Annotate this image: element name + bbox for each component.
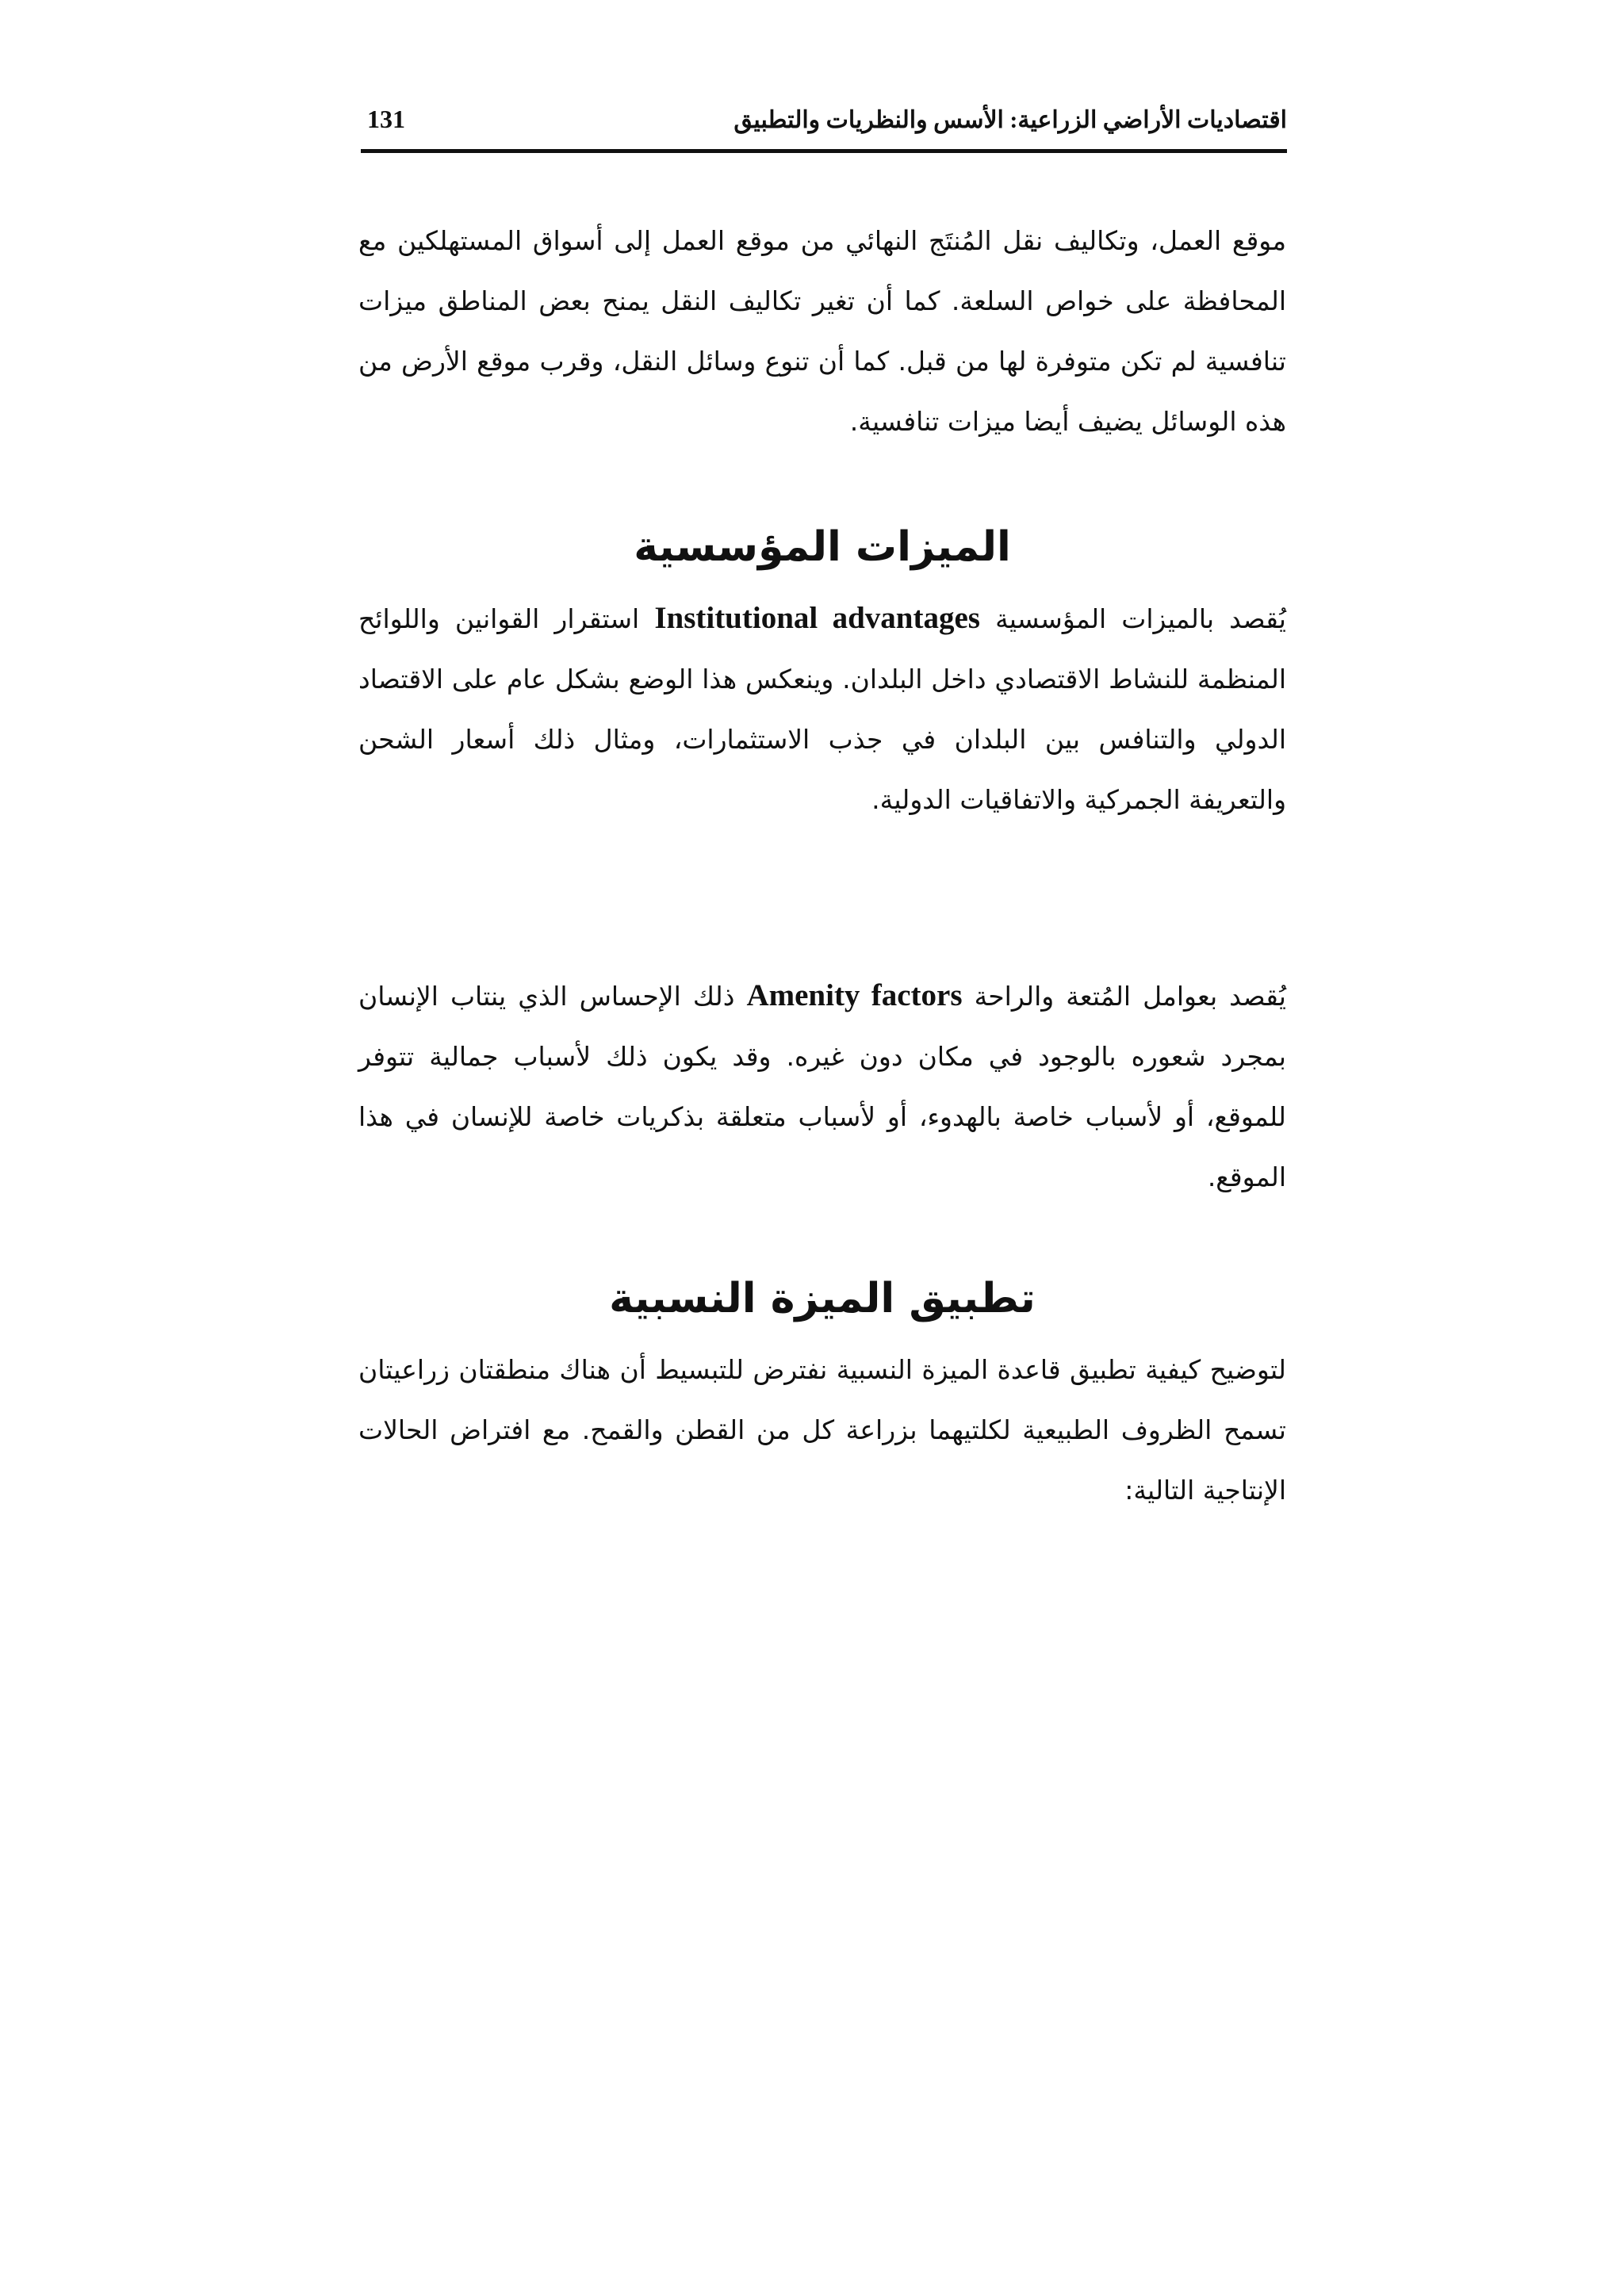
running-header xyxy=(361,101,1287,153)
paragraph-transport-costs: موقع العمل، وتكاليف نقل المُنتَج النهائي من موقع العمل إلى أسواق المستهلكين مع المحافظة على خواص السلعة. كما أن تغير تكاليف النقل يمنح بعض المناطق ميزات تنافسية لم تكن متوفرة لها من قبل. كما أن تنوع وسائل النقل، وقرب موقع الأرض من هذه الوسائل يضيف أيضا ميزات تنافسية. xyxy=(358,225,1286,437)
heading-institutional-advantages: الميزات المؤسسية xyxy=(634,523,1011,571)
paragraph-lead: يُقصد بالميزات المؤسسية xyxy=(995,603,1286,634)
paragraph-comparative-advantage: لتوضيح كيفية تطبيق قاعدة الميزة النسبية نفترض للتبسيط أن هناك منطقتان زراعيتان تسمح الظروف الطبيعية لكلتيهما بزراعة كل من القطن والقمح. مع افتراض الحالات الإنتاجية التالية: xyxy=(358,1354,1286,1506)
paragraph-amenity-factors xyxy=(358,966,1286,1207)
english-term-institutional-advantages: Institutional advantages xyxy=(654,601,980,635)
paragraph-rest: استقرار القوانين واللوائح المنظمة للنشاط الاقتصادي داخل البلدان. وينعكس هذا الوضع بشكل عام على الاقتصاد الدولي والتنافس بين البلدان في جذب الاستثمارات، ومثال ذلك أسعار الشحن والتعريفة الجمركية والاتفاقيات الدولية. xyxy=(358,603,1286,815)
paragraph-rest: ذلك الإحساس الذي ينتاب الإنسان بمجرد شعوره بالوجود في مكان دون غيره. وقد يكون ذلك لأسباب جمالية تتوفر للموقع، أو لأسباب خاصة بالهدوء، أو لأسباب متعلقة بذكريات خاصة للإنسان في هذا الموقع. xyxy=(358,981,1286,1192)
paragraph-institutional-advantages xyxy=(358,588,1286,830)
paragraph-lead: يُقصد بعوامل المُتعة والراحة xyxy=(974,981,1286,1012)
heading-comparative-advantage-application: تطبيق الميزة النسبية xyxy=(609,1275,1036,1322)
english-term-amenity-factors: Amenity factors xyxy=(746,978,963,1012)
header-title: اقتصاديات الأراضي الزراعية: الأسس والنظريات والتطبيق xyxy=(733,107,1287,133)
page-number: 131 xyxy=(367,105,405,133)
